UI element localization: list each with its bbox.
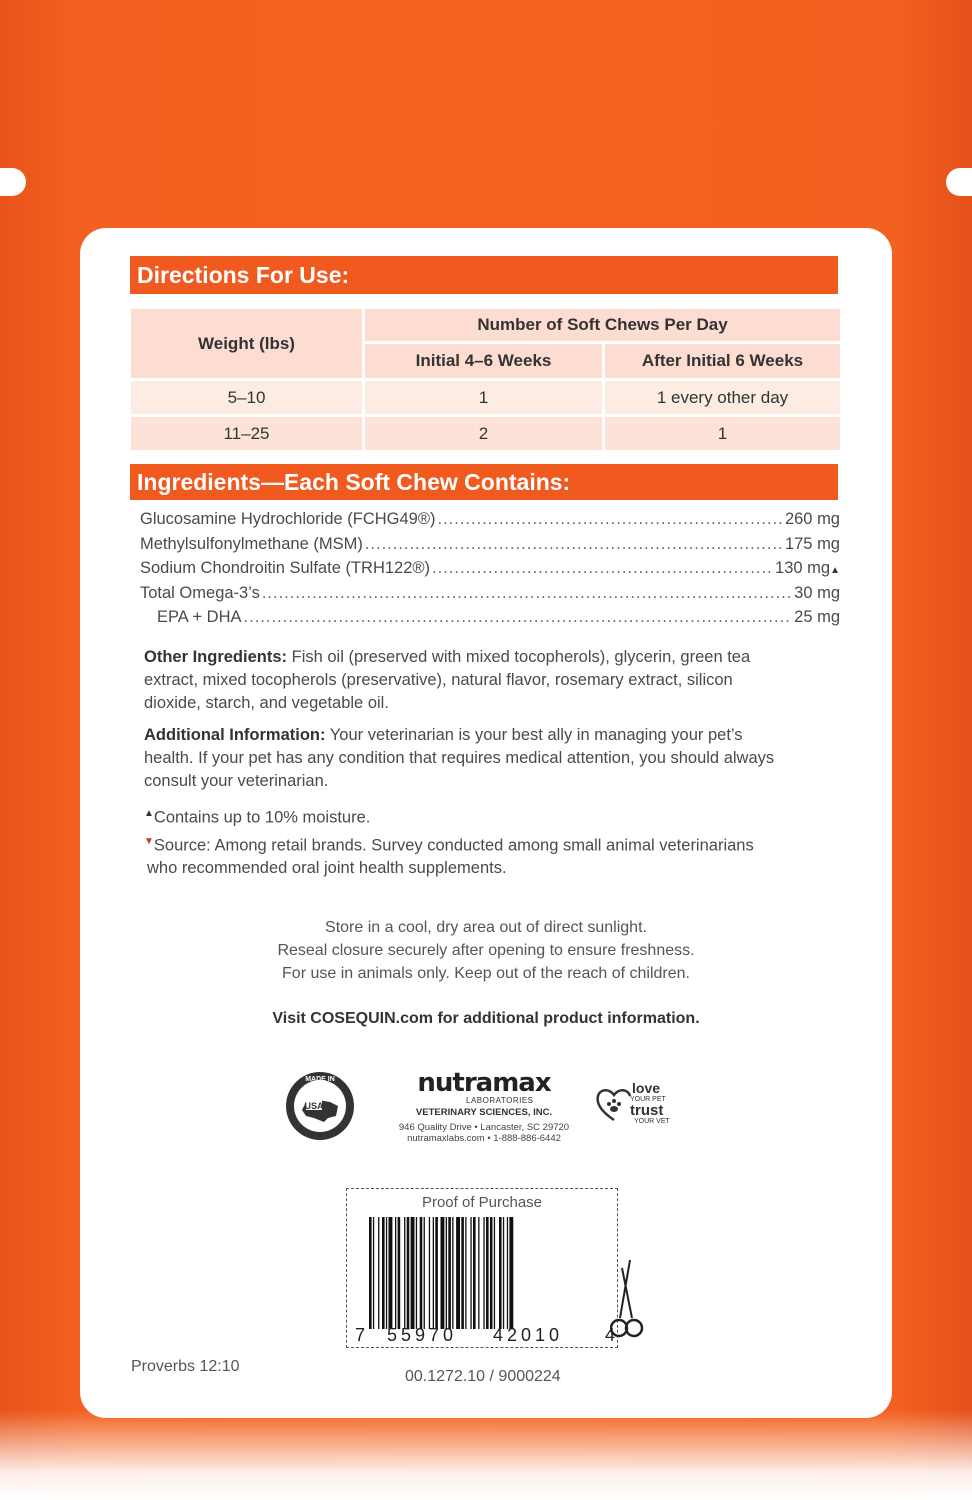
cell-weight: 5–10 [130, 380, 364, 416]
other-ingredients [144, 646, 794, 715]
col-chews-per-day: Number of Soft Chews Per Day [364, 308, 842, 343]
storage-instructions [80, 916, 892, 985]
tear-notch-right [946, 168, 972, 196]
trust-text: trust [630, 1102, 664, 1119]
pouch-bottom-fade [0, 1410, 972, 1500]
col-weight: Weight (lbs) [130, 308, 364, 380]
company-address: 946 Quality Drive • Lancaster, SC 29720 [398, 1122, 570, 1133]
barcode-icon [369, 1217, 597, 1329]
source-note: Source: Among retail brands. Survey conducted among small animal veterinarians [153, 836, 754, 854]
ingredient-name: Glucosamine Hydrochloride (FCHG49®) [140, 510, 436, 528]
moisture-note: Contains up to 10% moisture. [153, 808, 371, 827]
ingredient-name: Total Omega-3’s [140, 583, 260, 602]
other-ingredients-label: Other Ingredients: [144, 648, 288, 666]
ingredient-name: EPA + DHA [157, 608, 242, 627]
made-in-text: MADE IN [305, 1076, 335, 1083]
ingredient-amount: 260 mg [784, 510, 840, 528]
directions-heading: Directions For Use: [130, 256, 838, 294]
company-division: VETERINARY SCIENCES, INC. [415, 1107, 553, 1118]
barcode-digit-last: 4 [605, 1325, 616, 1345]
love-trust-logo [594, 1080, 686, 1132]
ingredient-name: Methylsulfonylmethane (MSM) [140, 534, 363, 553]
usa-text: USA [304, 1101, 324, 1111]
table-row [130, 380, 842, 416]
storage-line: For use in animals only. Keep out of the reach of children. [282, 965, 690, 982]
visit-website: Visit COSEQUIN.com for additional product information. [272, 1010, 700, 1027]
ingredient-amount: 25 mg [794, 608, 840, 627]
dot-leader [432, 559, 773, 578]
nutramax-logo [376, 1070, 592, 1144]
source-note-cont: who recommended oral joint health supplements. [147, 859, 507, 877]
proverbs-reference: Proverbs 12:10 [131, 1358, 240, 1375]
list-item [140, 559, 840, 584]
company-contact: nutramaxlabs.com • 1-888-886-6442 [407, 1133, 561, 1144]
barcode-digits [347, 1325, 617, 1345]
table-row [130, 416, 842, 452]
additional-information-label: Additional Information: [144, 726, 326, 744]
cell-after: 1 [604, 416, 842, 452]
ingredient-amount: 130 mg [775, 559, 831, 578]
dot-leader [438, 510, 783, 529]
barcode-digit-first: 7 [355, 1325, 366, 1345]
barcode-group-right: 42010 [493, 1325, 564, 1345]
col-after: After Initial 6 Weeks [604, 343, 842, 380]
list-item [140, 535, 840, 560]
other-ingredients-text: Fish oil (preserved with mixed tocopherols), glycerin, green tea extract, mixed tocopherols (preservative), natural flavor, rosemary extract, silicon dioxide, starch, and vegetable oil. [144, 648, 751, 712]
storage-line: Store in a cool, dry area out of direct sunlight. [325, 919, 647, 936]
cell-initial: 1 [364, 380, 604, 416]
additional-information [144, 724, 794, 793]
triangle-up-icon: ▲ [144, 808, 154, 819]
your-vet-text: YOUR VET [634, 1118, 670, 1125]
ingredient-list [140, 510, 840, 633]
made-in-usa-seal-icon [284, 1070, 356, 1142]
love-text: love [632, 1080, 661, 1096]
heart-paw-icon [594, 1084, 634, 1124]
proof-label: Proof of Purchase [421, 1194, 543, 1211]
list-item [140, 608, 840, 633]
triangle-up-icon: ▲ [830, 565, 840, 577]
list-item [140, 510, 840, 535]
list-item [140, 584, 840, 609]
additional-information-text: Your veterinarian is your best ally in managing your pet’s health. If your pet has any condition that requires medical attention, you should always consult your veterinarian. [144, 726, 775, 790]
dot-leader [244, 608, 793, 627]
dot-leader [262, 584, 792, 603]
footnotes [144, 802, 794, 880]
barcode-group-left: 55970 [387, 1325, 458, 1345]
nutramax-wordmark: nutramax [417, 1068, 551, 1098]
laboratories-text: LABORATORIES [466, 1096, 534, 1105]
dosage-table [128, 306, 843, 453]
scissors-icon [610, 1258, 644, 1344]
dot-leader [365, 535, 783, 554]
storage-line: Reseal closure securely after opening to ensure freshness. [277, 942, 695, 959]
cell-weight: 11–25 [130, 416, 364, 452]
ingredient-amount: 175 mg [784, 534, 840, 553]
proof-of-purchase [346, 1188, 618, 1348]
col-initial: Initial 4–6 Weeks [364, 343, 604, 380]
your-pet-text: YOUR PET [630, 1096, 666, 1103]
cell-after: 1 every other day [604, 380, 842, 416]
ingredient-name: Sodium Chondroitin Sulfate (TRH122®) [140, 559, 431, 578]
label-panel [80, 228, 892, 1418]
triangle-down-icon: ▼ [144, 835, 154, 847]
ingredients-heading: Ingredients—Each Soft Chew Contains: [130, 464, 838, 500]
ingredient-amount: 30 mg [794, 583, 840, 602]
cell-initial: 2 [364, 416, 604, 452]
lot-code: 00.1272.10 / 9000224 [405, 1368, 561, 1385]
